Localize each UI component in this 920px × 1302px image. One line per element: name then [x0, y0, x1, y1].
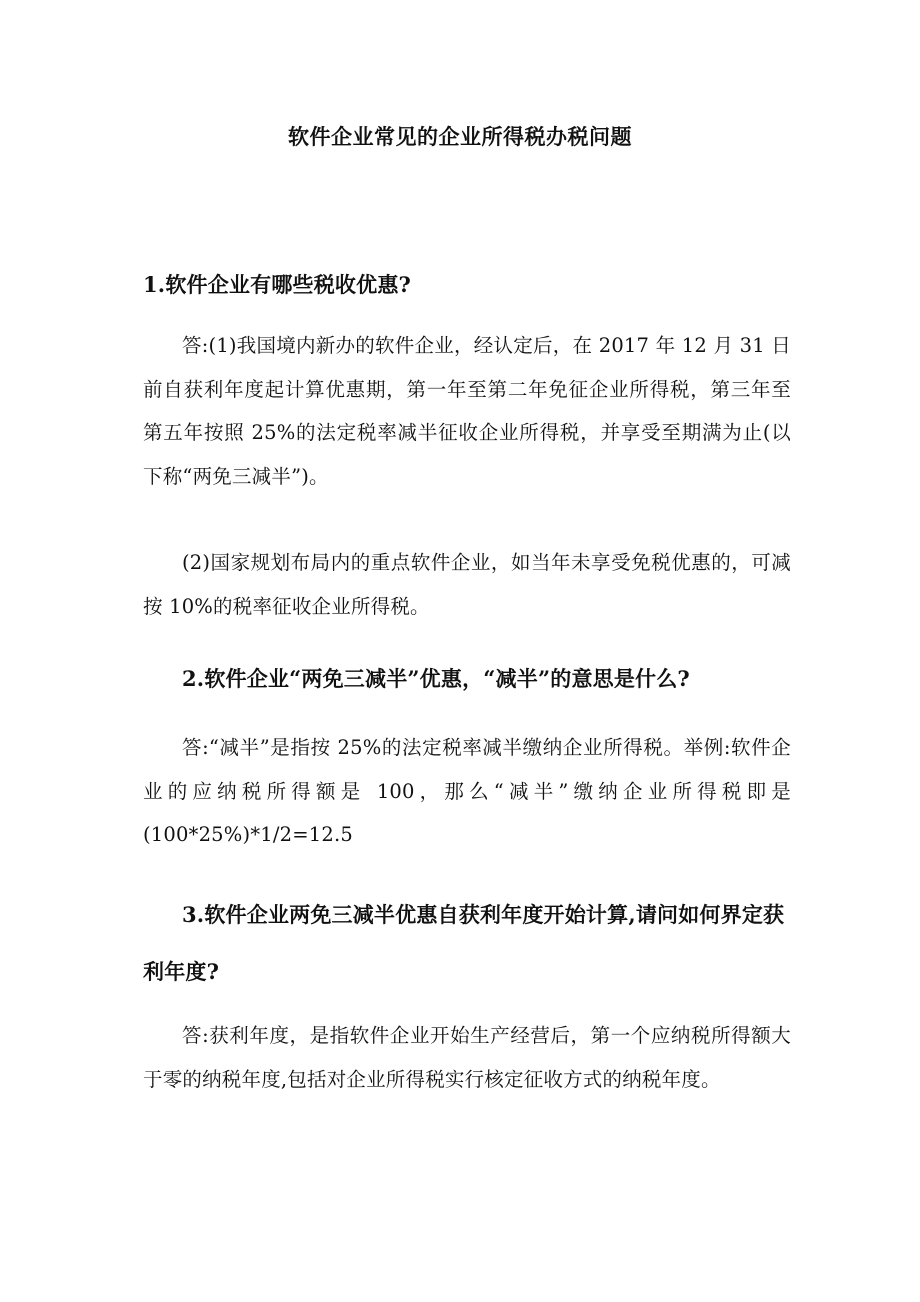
section-3-paragraph-1: 答:获利年度，是指软件企业开始生产经营后，第一个应纳税所得额大于零的纳税年度,包括对企业所得税实行核定征收方式的纳税年度。 — [143, 1024, 791, 1091]
document-title: 软件企业常见的企业所得税办税问题 — [288, 124, 632, 149]
section-1-paragraph-1: 答:(1)我国境内新办的软件企业，经认定后，在 2017 年 12 月 31 日前自获利年度起计算优惠期，第一年至第二年免征企业所得税，第三年至第五年按照 25%的法定税率减半征收企业所得税，并享受至期满为止(以下称“两免三减半”)。 — [143, 334, 791, 488]
section-1-paragraph-2: (2)国家规划布局内的重点软件企业，如当年未享受免税优惠的，可减按 10%的税率征收企业所得税。 — [143, 551, 791, 618]
section-2-heading: 2.软件企业“两免三减半”优惠，“减半”的意思是什么? — [182, 666, 690, 691]
section-1-heading: 1.软件企业有哪些税收优惠? — [143, 272, 412, 297]
section-2-paragraph-1: 答:“减半”是指按 25%的法定税率减半缴纳企业所得税。举例:软件企业的应纳税所得额是 100，那么“减半”缴纳企业所得税即是(100*25%)*1/2=12.5 — [143, 736, 791, 846]
section-3-heading: 3.软件企业两免三减半优惠自获利年度开始计算,请问如何界定获利年度? — [143, 902, 785, 984]
